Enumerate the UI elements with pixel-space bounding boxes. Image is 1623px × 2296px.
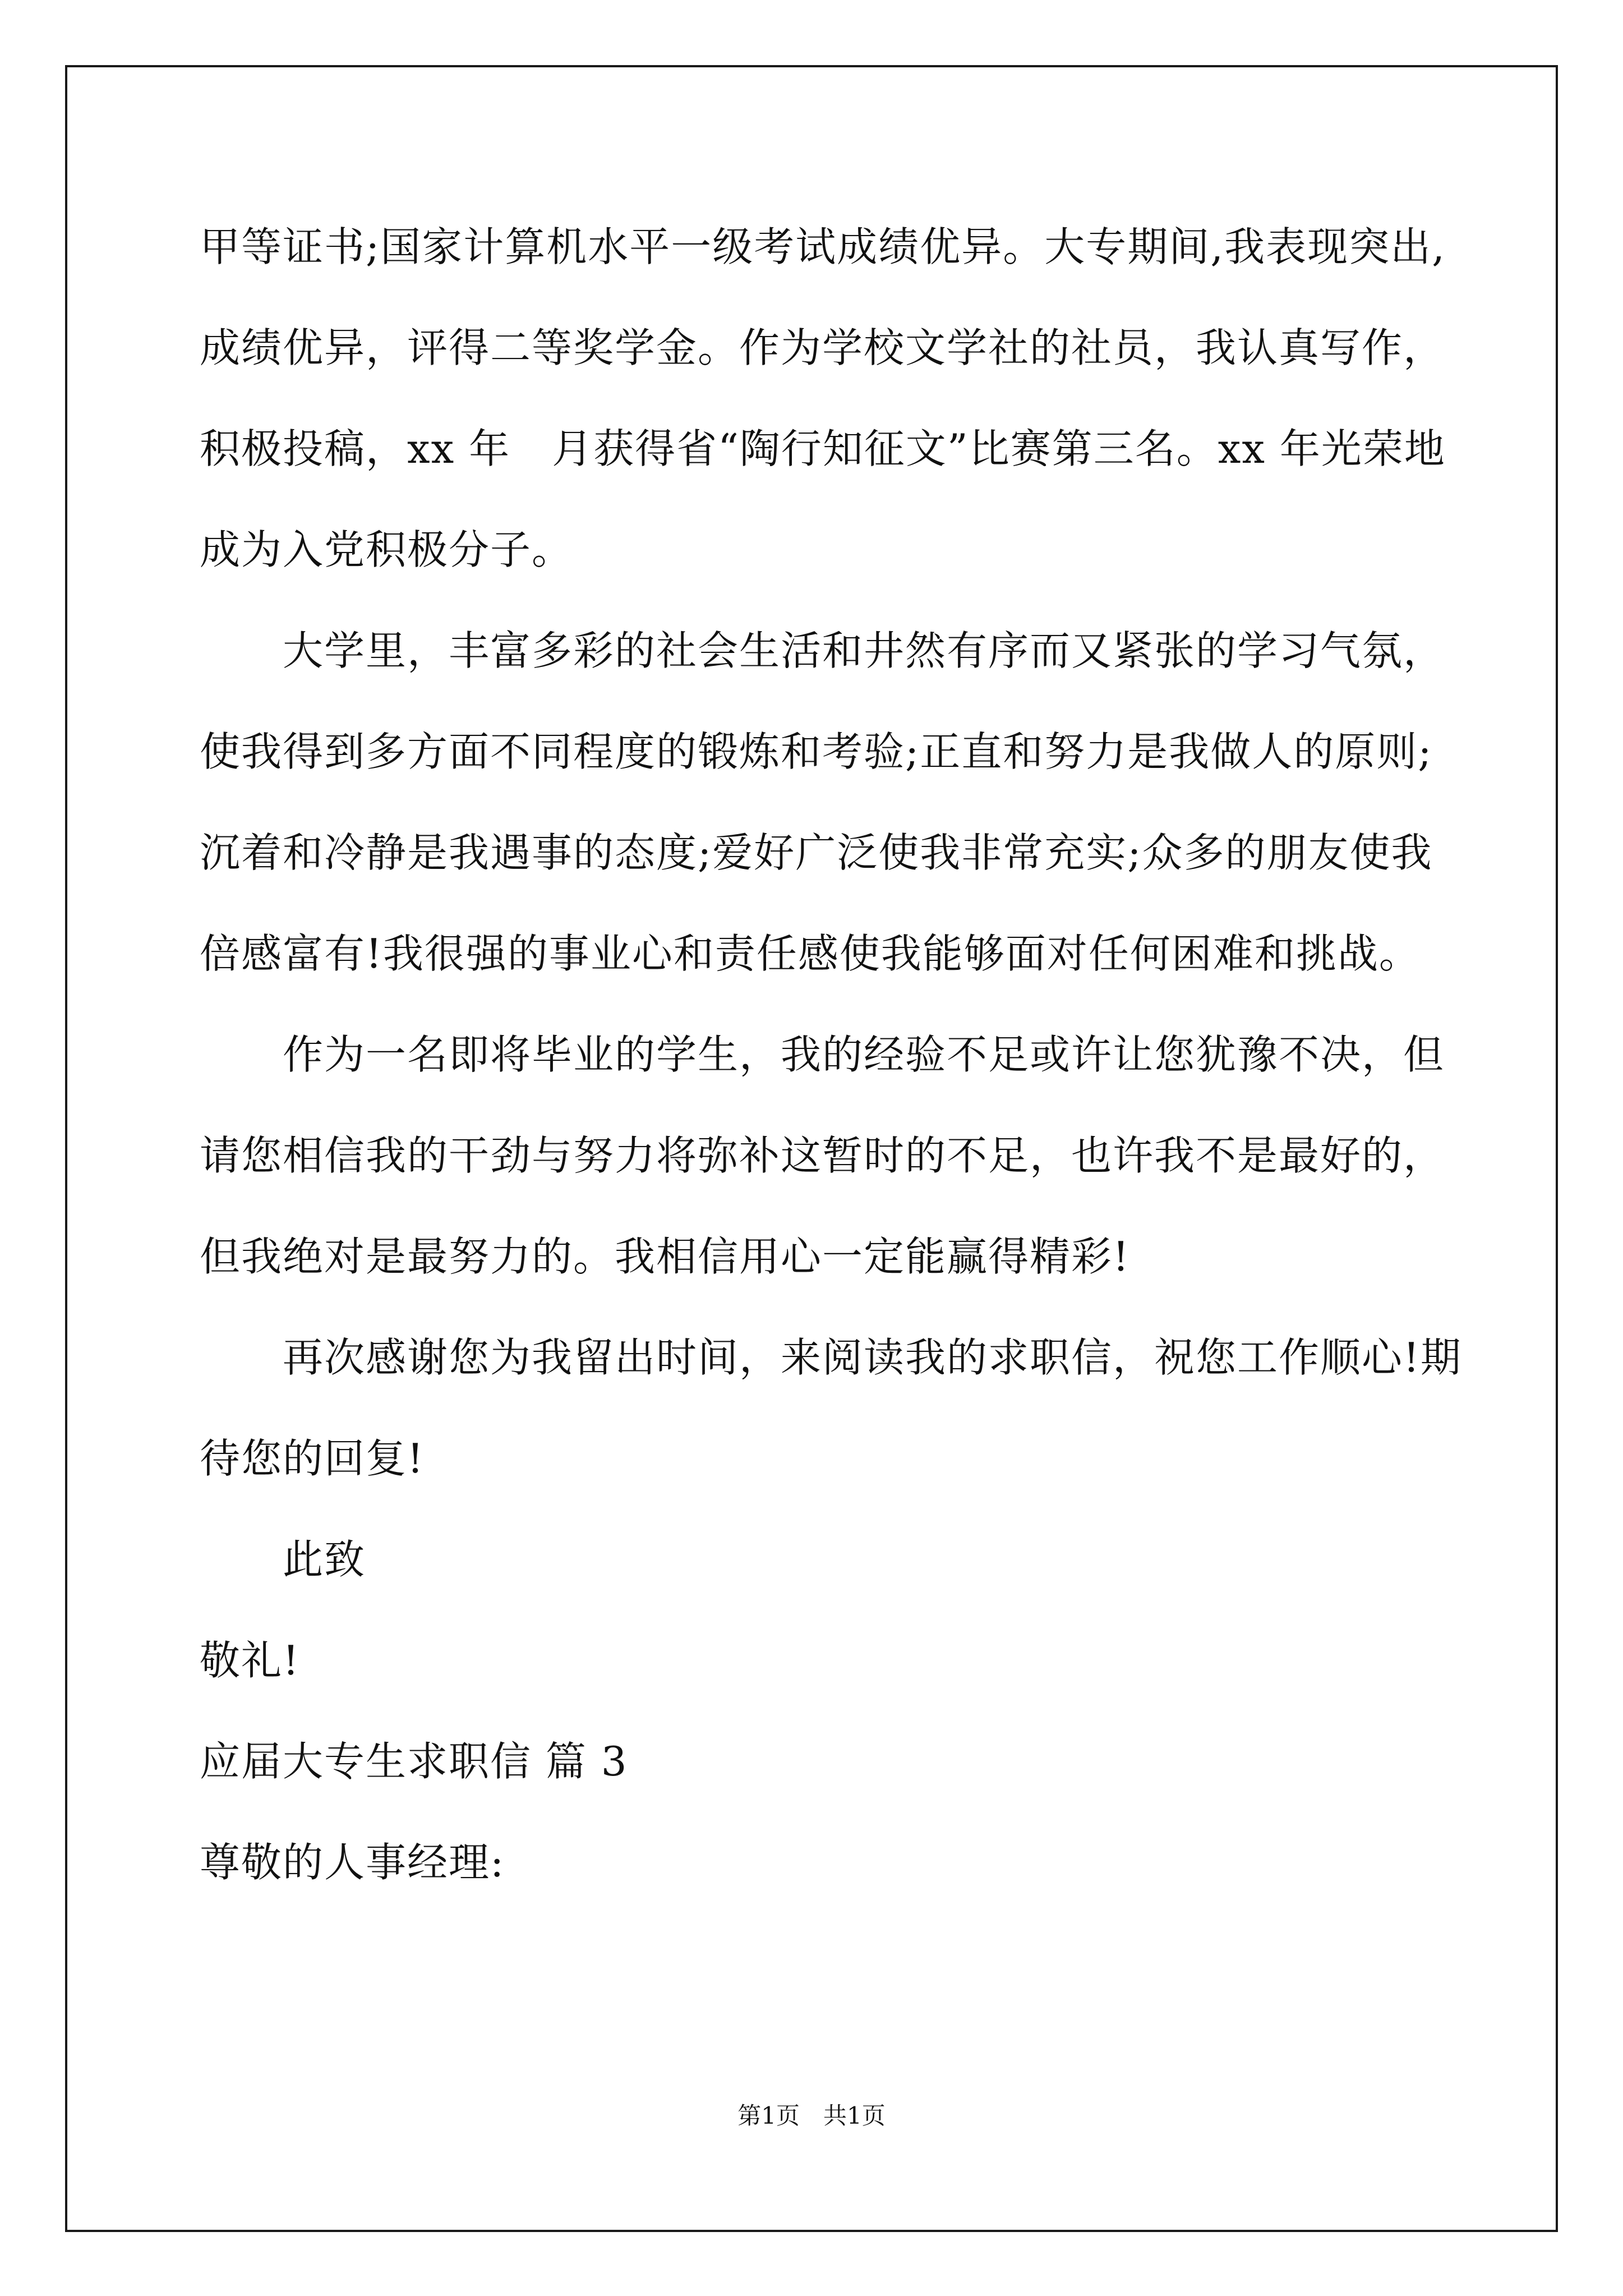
- paragraph-line: 成绩优异，评得二等奖学金。作为学校文学社的社员，我认真写作，: [200, 324, 1445, 371]
- paragraph-line: 使我得到多方面不同程度的锻炼和考验;正直和努力是我做人的原则;: [200, 728, 1433, 775]
- paragraph-line: 倍感富有!我很强的事业心和责任感使我能够面对任何困难和挑战。: [200, 930, 1421, 977]
- paragraph-line: 作为一名即将毕业的学生，我的经验不足或许让您犹豫不决，但: [283, 1031, 1445, 1078]
- paragraph-line: 再次感谢您为我留出时间，来阅读我的求职信，祝您工作顺心!期: [283, 1334, 1462, 1381]
- paragraph-line: 请您相信我的干劲与努力将弥补这暂时的不足，也许我不是最好的，: [200, 1132, 1445, 1179]
- section-heading: 应届大专生求职信 篇 3: [200, 1738, 628, 1785]
- salutation-closing: 此致: [283, 1536, 366, 1583]
- paragraph-line: 大学里，丰富多彩的社会生活和井然有序而又紧张的学习气氛，: [283, 627, 1445, 674]
- paragraph-line: 积极投稿，xx 年 月获得省“陶行知征文”比赛第三名。xx 年光荣地: [200, 425, 1446, 472]
- paragraph-line: 但我绝对是最努力的。我相信用心一定能赢得精彩!: [200, 1233, 1130, 1280]
- paragraph-line: 待您的回复!: [200, 1435, 425, 1482]
- salutation-regards: 敬礼!: [200, 1637, 300, 1684]
- letter-greeting: 尊敬的人事经理:: [200, 1839, 505, 1886]
- paragraph-line: 沉着和冷静是我遇事的态度;爱好广泛使我非常充实;众多的朋友使我: [200, 829, 1433, 876]
- paragraph-line: 甲等证书;国家计算机水平一级考试成绩优异。大专期间,我表现突出,: [200, 223, 1446, 270]
- paragraph-line: 成为入党积极分子。: [200, 526, 574, 573]
- page-number-footer: 第1页 共1页: [737, 2102, 886, 2129]
